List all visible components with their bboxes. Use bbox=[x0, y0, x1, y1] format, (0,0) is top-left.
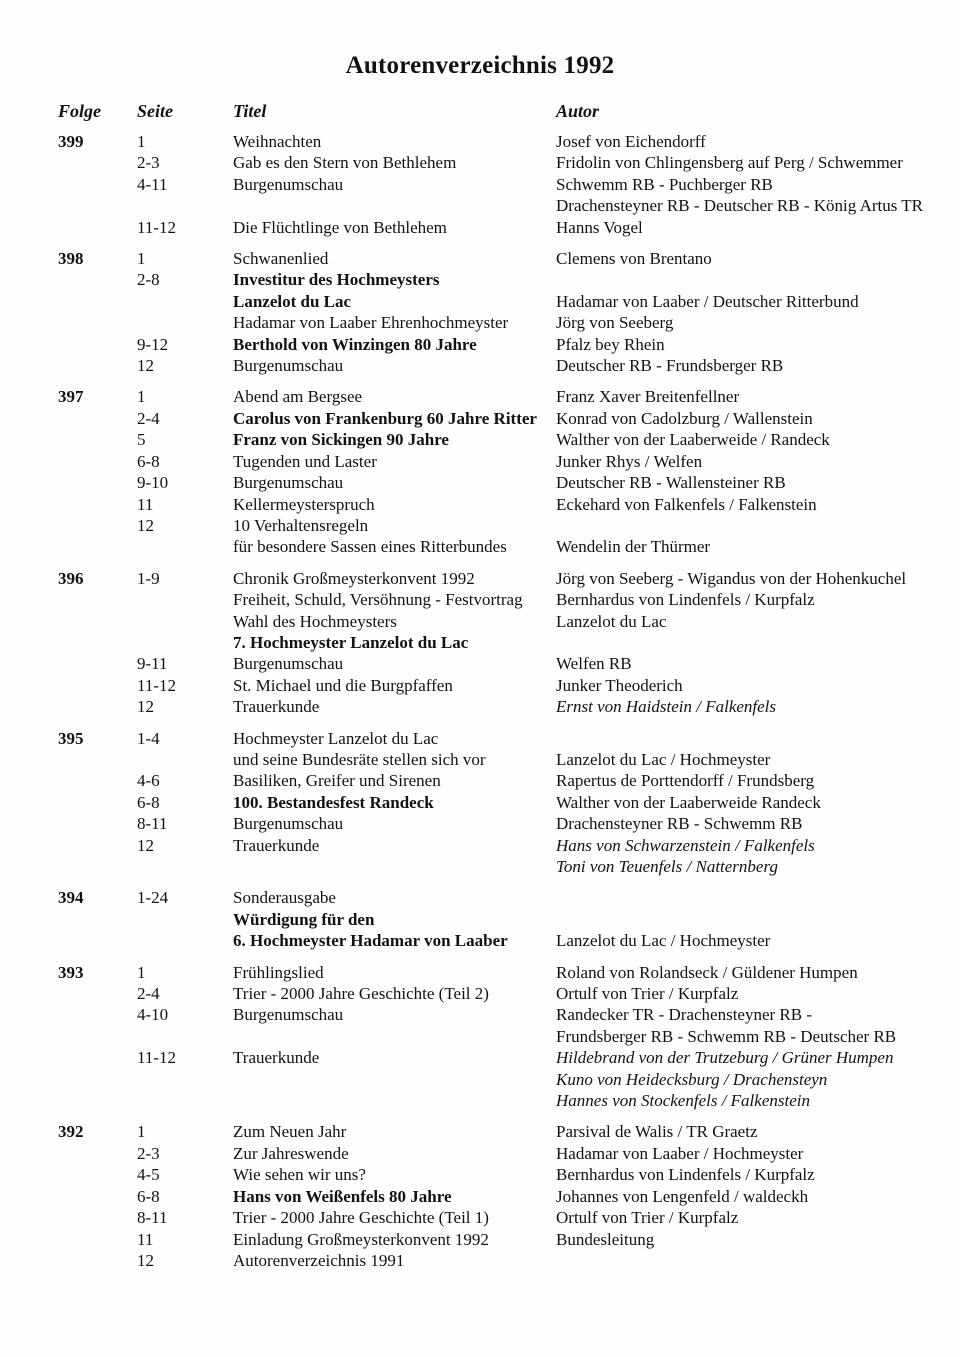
titel-cell: St. Michael und die Burgpfaffen bbox=[233, 675, 453, 695]
index-row bbox=[58, 291, 950, 312]
autor-cell bbox=[556, 887, 950, 908]
index-row bbox=[58, 1186, 950, 1207]
index-row bbox=[58, 930, 950, 951]
autor-cell bbox=[556, 515, 950, 536]
index-row bbox=[58, 749, 950, 770]
folge-cell: 398 bbox=[58, 249, 84, 269]
folge-cell bbox=[58, 494, 137, 515]
titel-cell: Wie sehen wir uns? bbox=[233, 1165, 366, 1185]
index-row bbox=[58, 217, 950, 238]
titel-cell: Würdigung für den bbox=[233, 909, 375, 929]
titel-cell: Franz von Sickingen 90 Jahre bbox=[233, 430, 449, 450]
folge-cell: 397 bbox=[58, 387, 84, 407]
autor-cell: Toni von Teuenfels / Natternberg bbox=[556, 857, 778, 876]
folge-cell bbox=[58, 696, 137, 717]
seite-cell bbox=[137, 536, 233, 557]
autor-cell bbox=[556, 1250, 950, 1271]
seite-cell: 1 bbox=[137, 249, 146, 269]
index-row bbox=[58, 152, 950, 173]
autor-cell: Pfalz bey Rhein bbox=[556, 334, 665, 354]
seite-cell bbox=[137, 291, 233, 312]
seite-cell: 11-12 bbox=[137, 1048, 177, 1068]
index-row bbox=[58, 1164, 950, 1185]
seite-cell bbox=[137, 632, 233, 653]
index-row bbox=[58, 696, 950, 717]
index-row bbox=[58, 355, 950, 376]
seite-cell: 1-9 bbox=[137, 568, 160, 588]
seite-cell: 8-11 bbox=[137, 814, 168, 834]
autor-cell: Franz Xaver Breitenfellner bbox=[556, 387, 740, 407]
folge-cell: 399 bbox=[58, 132, 84, 151]
sections-container bbox=[58, 131, 950, 1271]
seite-cell: 9-10 bbox=[137, 473, 169, 493]
autor-cell: Bundesleitung bbox=[556, 1229, 655, 1249]
titel-cell: Frühlingslied bbox=[233, 962, 324, 982]
index-row bbox=[58, 1069, 950, 1090]
index-row bbox=[58, 515, 950, 536]
titel-cell bbox=[233, 856, 556, 877]
index-row bbox=[58, 1207, 950, 1228]
titel-cell bbox=[233, 1069, 556, 1090]
index-row bbox=[58, 675, 950, 696]
titel-cell bbox=[233, 195, 556, 216]
titel-cell: Burgenumschau bbox=[233, 654, 344, 674]
seite-cell bbox=[137, 909, 233, 930]
index-row bbox=[58, 835, 950, 856]
index-row bbox=[58, 429, 950, 450]
autor-cell: Junker Rhys / Welfen bbox=[556, 451, 703, 471]
issue-section bbox=[58, 887, 950, 951]
folge-cell bbox=[58, 1250, 137, 1271]
seite-cell: 12 bbox=[137, 356, 154, 376]
autor-cell: Hildebrand von der Trutzeburg / Grüner Humpen bbox=[556, 1048, 894, 1068]
index-row bbox=[58, 386, 950, 407]
index-row bbox=[58, 174, 950, 195]
autor-cell: Johannes von Lengenfeld / waldeckh bbox=[556, 1186, 809, 1206]
titel-cell: Abend am Bergsee bbox=[233, 387, 363, 407]
autor-cell: Eckehard von Falkenfels / Falkenstein bbox=[556, 494, 817, 514]
index-row bbox=[58, 1250, 950, 1271]
autor-cell: Ortulf von Trier / Kurpfalz bbox=[556, 984, 739, 1004]
titel-cell: Investitur des Hochmeysters bbox=[233, 270, 440, 290]
autor-cell: Parsival de Walis / TR Graetz bbox=[556, 1122, 758, 1142]
folge-cell bbox=[58, 675, 137, 696]
folge-cell: 395 bbox=[58, 728, 84, 748]
index-row bbox=[58, 1047, 950, 1068]
titel-cell: Zur Jahreswende bbox=[233, 1143, 349, 1163]
titel-cell: Chronik Großmeysterkonvent 1992 bbox=[233, 568, 475, 588]
folge-cell bbox=[58, 1143, 137, 1164]
folge-cell bbox=[58, 983, 137, 1004]
issue-section bbox=[58, 728, 950, 878]
titel-cell: Trauerkunde bbox=[233, 835, 320, 855]
index-row bbox=[58, 856, 950, 877]
titel-cell: Hadamar von Laaber Ehrenhochmeyster bbox=[233, 313, 509, 333]
autor-cell: Lanzelot du Lac bbox=[556, 611, 667, 631]
titel-cell: Burgenumschau bbox=[233, 1005, 344, 1025]
index-row bbox=[58, 1143, 950, 1164]
seite-cell: 1-24 bbox=[137, 888, 169, 908]
titel-cell: Trier - 2000 Jahre Geschichte (Teil 2) bbox=[233, 984, 489, 1004]
autor-cell: Deutscher RB - Wallensteiner RB bbox=[556, 473, 786, 493]
seite-cell: 4-10 bbox=[137, 1005, 169, 1025]
autor-cell: Lanzelot du Lac / Hochmeyster bbox=[556, 749, 771, 769]
seite-cell: 1 bbox=[137, 962, 146, 982]
folge-cell bbox=[58, 1004, 137, 1025]
autor-cell: Hannes von Stockenfels / Falkenstein bbox=[556, 1091, 810, 1111]
autor-cell: Junker Theoderich bbox=[556, 675, 683, 695]
autor-cell: Jörg von Seeberg bbox=[556, 313, 674, 333]
titel-cell: Carolus von Frankenburg 60 Jahre Ritter bbox=[233, 408, 537, 428]
seite-cell: 6-8 bbox=[137, 792, 160, 812]
autor-cell: Hans von Schwarzenstein / Falkenfels bbox=[556, 835, 815, 855]
titel-cell: Schwanenlied bbox=[233, 249, 329, 269]
column-header-titel: Titel bbox=[233, 101, 267, 121]
seite-cell bbox=[137, 749, 233, 770]
autor-cell: Jörg von Seeberg - Wigandus von der Hohenkuchel bbox=[556, 568, 907, 588]
folge-cell bbox=[58, 1229, 137, 1250]
seite-cell: 11 bbox=[137, 1229, 154, 1249]
titel-cell: Trauerkunde bbox=[233, 697, 320, 717]
index-row bbox=[58, 494, 950, 515]
folge-cell bbox=[58, 408, 137, 429]
autor-cell: Welfen RB bbox=[556, 654, 632, 674]
folge-cell bbox=[58, 451, 137, 472]
seite-cell bbox=[137, 195, 233, 216]
titel-cell: 6. Hochmeyster Hadamar von Laaber bbox=[233, 931, 508, 951]
autor-cell: Hadamar von Laaber / Hochmeyster bbox=[556, 1143, 804, 1163]
autor-cell: Frundsberger RB - Schwemm RB - Deutscher RB bbox=[556, 1026, 897, 1046]
index-row bbox=[58, 962, 950, 983]
seite-cell: 6-8 bbox=[137, 1186, 160, 1206]
autor-cell: Rapertus de Porttendorff / Frundsberg bbox=[556, 771, 815, 791]
folge-cell bbox=[58, 1164, 137, 1185]
seite-cell: 12 bbox=[137, 515, 154, 535]
titel-cell bbox=[233, 1026, 556, 1047]
folge-cell bbox=[58, 174, 137, 195]
titel-cell: Gab es den Stern von Bethlehem bbox=[233, 153, 457, 173]
seite-cell bbox=[137, 589, 233, 610]
folge-cell bbox=[58, 1047, 137, 1068]
index-row bbox=[58, 909, 950, 930]
folge-cell bbox=[58, 1207, 137, 1228]
issue-section bbox=[58, 568, 950, 718]
titel-cell: Wahl des Hochmeysters bbox=[233, 611, 397, 631]
seite-cell: 12 bbox=[137, 697, 154, 717]
autor-cell: Walther von der Laaberweide Randeck bbox=[556, 792, 821, 812]
folge-cell bbox=[58, 152, 137, 173]
autor-cell: Hanns Vogel bbox=[556, 217, 643, 237]
titel-cell: Lanzelot du Lac bbox=[233, 291, 352, 311]
issue-section bbox=[58, 1121, 950, 1271]
folge-cell bbox=[58, 515, 137, 536]
folge-cell bbox=[58, 856, 137, 877]
autor-cell: Deutscher RB - Frundsberger RB bbox=[556, 356, 784, 376]
folge-cell bbox=[58, 429, 137, 450]
index-row bbox=[58, 195, 950, 216]
seite-cell: 9-11 bbox=[137, 654, 168, 674]
author-index bbox=[0, 100, 960, 1271]
seite-cell: 2-3 bbox=[137, 1143, 160, 1163]
titel-cell: Trauerkunde bbox=[233, 1048, 320, 1068]
seite-cell bbox=[137, 930, 233, 951]
seite-cell: 12 bbox=[137, 1250, 154, 1270]
folge-cell: 392 bbox=[58, 1122, 84, 1142]
index-row bbox=[58, 536, 950, 557]
titel-cell: Einladung Großmeysterkonvent 1992 bbox=[233, 1229, 489, 1249]
titel-cell: Burgenumschau bbox=[233, 473, 344, 493]
column-header-autor: Autor bbox=[556, 101, 600, 121]
seite-cell: 5 bbox=[137, 430, 146, 450]
index-row bbox=[58, 408, 950, 429]
seite-cell: 2-3 bbox=[137, 153, 160, 173]
seite-cell bbox=[137, 312, 233, 333]
autor-cell: Drachensteyner RB - Schwemm RB bbox=[556, 814, 803, 834]
seite-cell: 8-11 bbox=[137, 1208, 168, 1228]
autor-cell: Kuno von Heidecksburg / Drachensteyn bbox=[556, 1069, 828, 1089]
index-row bbox=[58, 632, 950, 653]
titel-cell: 10 Verhaltensregeln bbox=[233, 515, 369, 535]
folge-cell bbox=[58, 334, 137, 355]
folge-cell bbox=[58, 611, 137, 632]
titel-cell: für besondere Sassen eines Ritterbundes bbox=[233, 537, 507, 557]
autor-cell: Ernst von Haidstein / Falkenfels bbox=[556, 697, 777, 717]
autor-cell bbox=[556, 909, 950, 930]
autor-cell: Clemens von Brentano bbox=[556, 249, 712, 269]
folge-cell bbox=[58, 355, 137, 376]
titel-cell: Die Flüchtlinge von Bethlehem bbox=[233, 217, 447, 237]
index-row bbox=[58, 770, 950, 791]
autor-cell bbox=[556, 632, 950, 653]
folge-cell bbox=[58, 312, 137, 333]
folge-cell bbox=[58, 749, 137, 770]
seite-cell: 6-8 bbox=[137, 451, 160, 471]
seite-cell: 11-12 bbox=[137, 675, 177, 695]
titel-cell: Zum Neuen Jahr bbox=[233, 1122, 347, 1142]
seite-cell: 11 bbox=[137, 494, 154, 514]
folge-cell bbox=[58, 653, 137, 674]
index-row bbox=[58, 1121, 950, 1142]
titel-cell: Berthold von Winzingen 80 Jahre bbox=[233, 334, 477, 354]
titel-cell: Weihnachten bbox=[233, 132, 322, 151]
autor-cell: Ortulf von Trier / Kurpfalz bbox=[556, 1208, 739, 1228]
seite-cell: 1 bbox=[137, 387, 146, 407]
titel-cell: Basiliken, Greifer und Sirenen bbox=[233, 771, 441, 791]
index-row bbox=[58, 792, 950, 813]
autor-cell: Bernhardus von Lindenfels / Kurpfalz bbox=[556, 1165, 815, 1185]
index-row bbox=[58, 1026, 950, 1047]
issue-section bbox=[58, 248, 950, 376]
folge-cell bbox=[58, 1186, 137, 1207]
index-row bbox=[58, 887, 950, 908]
folge-cell bbox=[58, 1069, 137, 1090]
titel-cell: 100. Bestandesfest Randeck bbox=[233, 792, 434, 812]
titel-cell: 7. Hochmeyster Lanzelot du Lac bbox=[233, 632, 469, 652]
titel-cell: Burgenumschau bbox=[233, 174, 344, 194]
index-row bbox=[58, 248, 950, 269]
autor-cell bbox=[556, 728, 950, 749]
folge-cell bbox=[58, 792, 137, 813]
index-row bbox=[58, 312, 950, 333]
issue-section bbox=[58, 962, 950, 1112]
index-row bbox=[58, 589, 950, 610]
titel-cell bbox=[233, 1090, 556, 1111]
seite-cell: 12 bbox=[137, 835, 154, 855]
folge-cell bbox=[58, 589, 137, 610]
seite-cell bbox=[137, 1069, 233, 1090]
autor-cell: Drachensteyner RB - Deutscher RB - König Artus TR bbox=[556, 196, 924, 216]
autor-cell: Hadamar von Laaber / Deutscher Ritterbund bbox=[556, 291, 859, 311]
seite-cell: 4-5 bbox=[137, 1165, 160, 1185]
autor-cell bbox=[556, 269, 950, 290]
folge-cell bbox=[58, 472, 137, 493]
folge-cell bbox=[58, 195, 137, 216]
autor-cell: Bernhardus von Lindenfels / Kurpfalz bbox=[556, 590, 815, 610]
seite-cell: 2-8 bbox=[137, 270, 160, 290]
titel-cell: Burgenumschau bbox=[233, 356, 344, 376]
titel-cell: und seine Bundesräte stellen sich vor bbox=[233, 749, 486, 769]
column-header-folge: Folge bbox=[58, 101, 101, 121]
autor-cell: Josef von Eichendorff bbox=[556, 132, 706, 151]
seite-cell bbox=[137, 1090, 233, 1111]
index-row bbox=[58, 653, 950, 674]
seite-cell: 1-4 bbox=[137, 728, 160, 748]
folge-cell: 393 bbox=[58, 962, 84, 982]
index-row bbox=[58, 472, 950, 493]
column-headers bbox=[58, 100, 950, 122]
seite-cell: 9-12 bbox=[137, 334, 169, 354]
folge-cell bbox=[58, 1026, 137, 1047]
index-row bbox=[58, 131, 950, 152]
seite-cell: 4-6 bbox=[137, 771, 160, 791]
titel-cell: Autorenverzeichnis 1991 bbox=[233, 1250, 405, 1270]
index-row bbox=[58, 1090, 950, 1111]
autor-cell: Konrad von Cadolzburg / Wallenstein bbox=[556, 408, 813, 428]
folge-cell bbox=[58, 909, 137, 930]
folge-cell bbox=[58, 770, 137, 791]
seite-cell bbox=[137, 1026, 233, 1047]
folge-cell: 396 bbox=[58, 568, 84, 588]
titel-cell: Tugenden und Laster bbox=[233, 451, 377, 471]
autor-cell: Fridolin von Chlingensberg auf Perg / Schwemmer bbox=[556, 153, 903, 173]
index-row bbox=[58, 568, 950, 589]
folge-cell bbox=[58, 632, 137, 653]
page-title: Autorenverzeichnis 1992 bbox=[345, 52, 615, 79]
titel-cell: Hans von Weißenfels 80 Jahre bbox=[233, 1186, 452, 1206]
seite-cell: 1 bbox=[137, 1122, 146, 1142]
folge-cell bbox=[58, 1090, 137, 1111]
seite-cell bbox=[137, 856, 233, 877]
seite-cell: 4-11 bbox=[137, 174, 168, 194]
index-row bbox=[58, 983, 950, 1004]
issue-section bbox=[58, 386, 950, 557]
folge-cell bbox=[58, 835, 137, 856]
autor-cell: Walther von der Laaberweide / Randeck bbox=[556, 430, 830, 450]
seite-cell: 1 bbox=[137, 132, 146, 151]
titel-cell: Hochmeyster Lanzelot du Lac bbox=[233, 728, 439, 748]
titel-cell: Kellermeysterspruch bbox=[233, 494, 375, 514]
autor-cell: Schwemm RB - Puchberger RB bbox=[556, 174, 773, 194]
titel-cell: Freiheit, Schuld, Versöhnung - Festvortrag bbox=[233, 590, 523, 610]
seite-cell: 2-4 bbox=[137, 408, 160, 428]
titel-cell: Burgenumschau bbox=[233, 814, 344, 834]
folge-cell: 394 bbox=[58, 888, 84, 908]
seite-cell: 2-4 bbox=[137, 984, 160, 1004]
column-header-seite: Seite bbox=[137, 101, 173, 121]
index-row bbox=[58, 611, 950, 632]
folge-cell bbox=[58, 291, 137, 312]
titel-cell: Trier - 2000 Jahre Geschichte (Teil 1) bbox=[233, 1208, 489, 1228]
folge-cell bbox=[58, 217, 137, 238]
index-row bbox=[58, 813, 950, 834]
seite-cell bbox=[137, 611, 233, 632]
autor-cell: Wendelin der Thürmer bbox=[556, 537, 711, 557]
autor-cell: Lanzelot du Lac / Hochmeyster bbox=[556, 931, 771, 951]
index-row bbox=[58, 334, 950, 355]
folge-cell bbox=[58, 269, 137, 290]
folge-cell bbox=[58, 930, 137, 951]
autor-cell: Roland von Rolandseck / Güldener Humpen bbox=[556, 962, 858, 982]
seite-cell: 11-12 bbox=[137, 217, 177, 237]
autor-cell: Randecker TR - Drachensteyner RB - bbox=[556, 1005, 813, 1025]
index-row bbox=[58, 451, 950, 472]
folge-cell bbox=[58, 813, 137, 834]
index-row bbox=[58, 1229, 950, 1250]
index-row bbox=[58, 269, 950, 290]
index-row bbox=[58, 728, 950, 749]
titel-cell: Sonderausgabe bbox=[233, 888, 336, 908]
folge-cell bbox=[58, 536, 137, 557]
index-row bbox=[58, 1004, 950, 1025]
issue-section bbox=[58, 131, 950, 238]
